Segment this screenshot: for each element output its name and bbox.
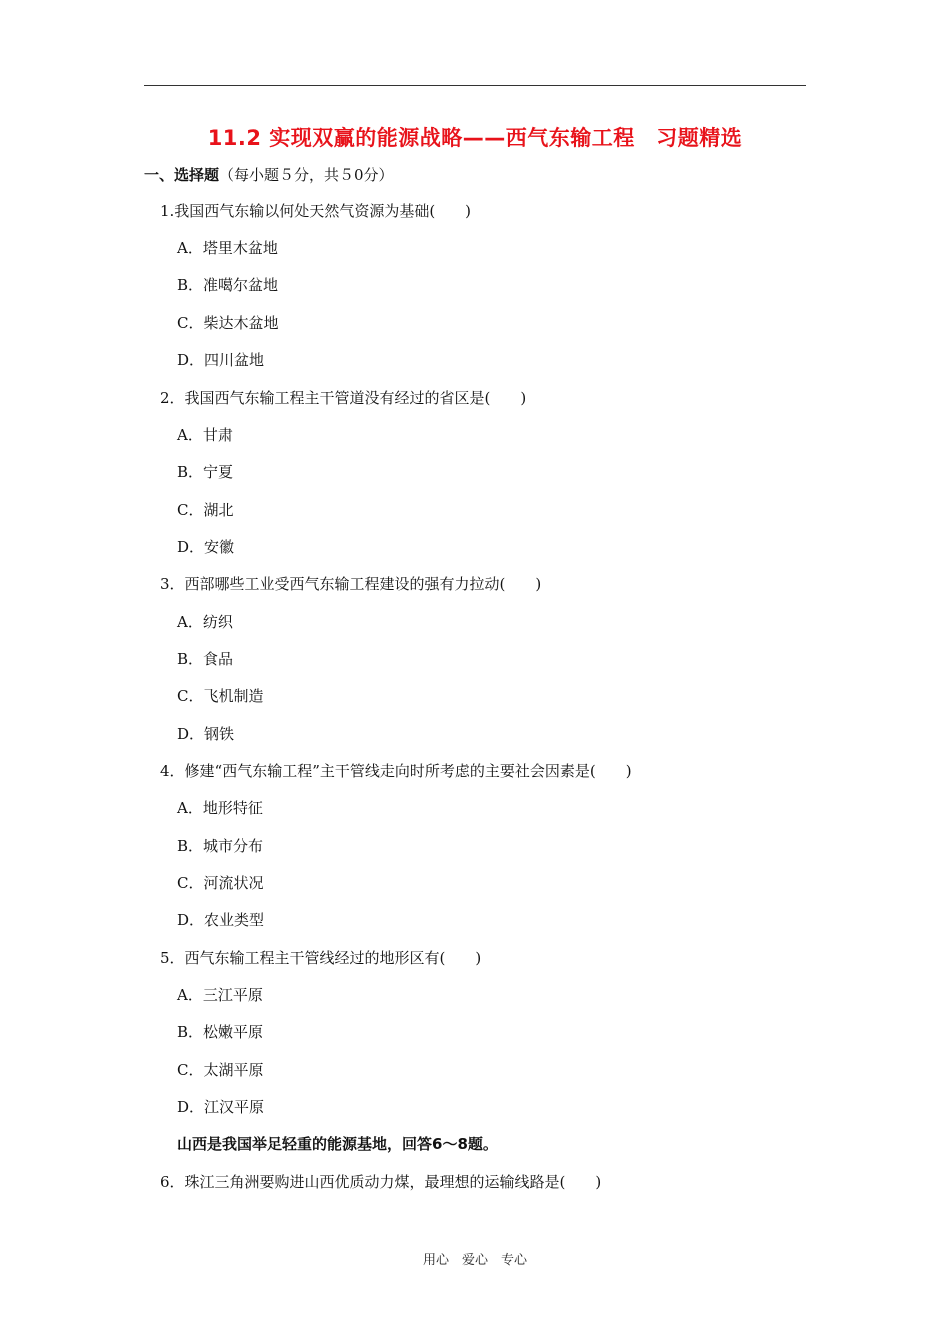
- group-note: 山西是我国举足轻重的能源基地，回答6～8题。: [177, 1135, 498, 1153]
- question-3-option-c: C．飞机制造: [177, 687, 264, 705]
- question-1-option-c: C．柴达木盆地: [177, 314, 279, 332]
- question-2-stem: 2．我国西气东输工程主干管道没有经过的省区是( ): [160, 389, 527, 407]
- question-4-option-c: C．河流状况: [177, 874, 264, 892]
- page-title: 11.2 实现双赢的能源战略——西气东输工程 习题精选: [207, 126, 743, 150]
- section-note: （每小题５分，共５0分）: [219, 166, 394, 184]
- question-5-option-b: B．松嫩平原: [177, 1023, 264, 1041]
- question-5-stem: 5．西气东输工程主干管线经过的地形区有( ): [160, 949, 482, 967]
- page-footer: 用心 爱心 专心: [422, 1253, 527, 1268]
- question-1-stem: 1.我国西气东输以何处天然气资源为基础( ): [160, 202, 472, 220]
- question-3-stem: 3．西部哪些工业受西气东输工程建设的强有力拉动( ): [160, 575, 542, 593]
- question-3-option-d: D．钢铁: [177, 725, 235, 743]
- question-2-option-c: C．湖北: [177, 501, 234, 519]
- question-1-option-d: D．四川盆地: [177, 351, 265, 369]
- question-3-option-a: A．纺织: [177, 613, 233, 631]
- question-4-stem: 4．修建“西气东输工程”主干管线走向时所考虑的主要社会因素是( ): [160, 762, 632, 780]
- question-4-option-a: A．地形特征: [177, 799, 263, 817]
- question-2-option-a: A．甘肃: [177, 426, 233, 444]
- question-1-option-a: A．塔里木盆地: [177, 239, 278, 257]
- question-3-option-b: B．食品: [177, 650, 234, 668]
- question-5-option-d: D．江汉平原: [177, 1098, 265, 1116]
- question-5-option-c: C．太湖平原: [177, 1061, 264, 1079]
- section-heading: [144, 164, 394, 185]
- question-1-option-b: B．准噶尔盆地: [177, 276, 279, 294]
- question-2-option-b: B．宁夏: [177, 463, 234, 481]
- question-5-option-a: A．三江平原: [177, 986, 263, 1004]
- question-6-stem: 6．珠江三角洲要购进山西优质动力煤，最理想的运输线路是( ): [160, 1173, 602, 1191]
- question-4-option-b: B．城市分布: [177, 837, 264, 855]
- question-4-option-d: D．农业类型: [177, 911, 265, 929]
- question-2-option-d: D．安徽: [177, 538, 235, 556]
- header-rule: [144, 85, 806, 86]
- section-label: 一、选择题: [144, 166, 220, 184]
